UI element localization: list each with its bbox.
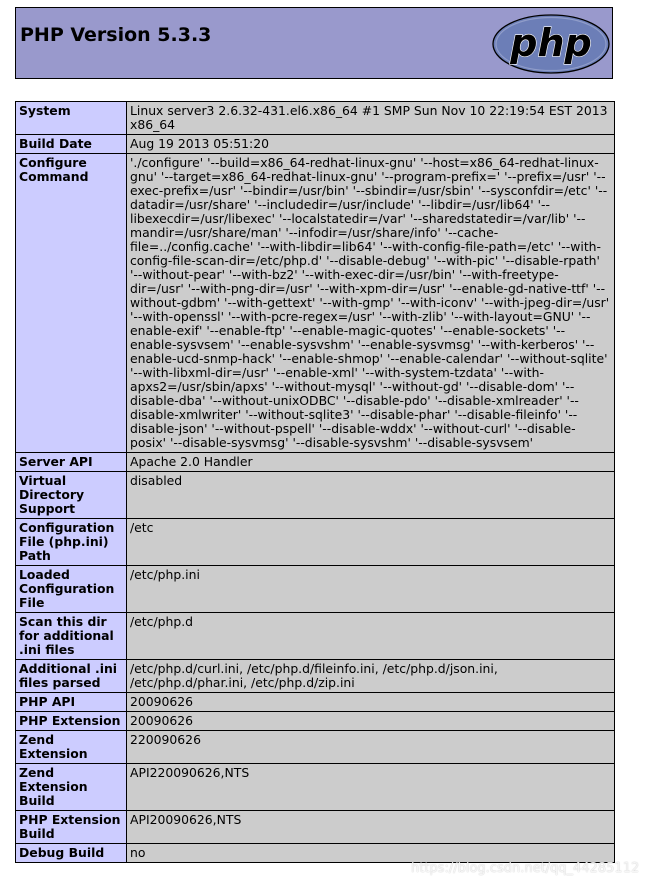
row-key: Server API: [16, 453, 127, 472]
row-key: Configuration File (php.ini) Path: [16, 519, 127, 566]
table-row: [16, 613, 615, 660]
row-value: API220090626,NTS: [127, 764, 615, 811]
row-key: Loaded Configuration File: [16, 566, 127, 613]
row-value: API20090626,NTS: [127, 811, 615, 844]
row-value: Linux server3 2.6.32-431.el6.x86_64 #1 SMP Sun Nov 10 22:19:54 EST 2013 x86_64: [127, 102, 615, 135]
row-key: Build Date: [16, 135, 127, 154]
table-row: [16, 693, 615, 712]
table-row: [16, 660, 615, 693]
row-key: PHP Extension Build: [16, 811, 127, 844]
table-row: [16, 764, 615, 811]
row-value: no: [127, 844, 615, 863]
row-key: Scan this dir for additional .ini files: [16, 613, 127, 660]
row-value: Apache 2.0 Handler: [127, 453, 615, 472]
row-value: Aug 19 2013 05:51:20: [127, 135, 615, 154]
table-row: [16, 811, 615, 844]
row-value: /etc/php.d: [127, 613, 615, 660]
row-key: Configure Command: [16, 154, 127, 453]
row-value: './configure' '--build=x86_64-redhat-linux-gnu' '--host=x86_64-redhat-linux-gnu' '--target=x86_64-redhat-linux-gnu' '--program-prefix=' '--prefix=/usr' '--exec-prefix=/usr' '--bindir=/usr/bin' '--sbindir=/usr/sbin' '--sysconfdir=/etc' '--datadir=/usr/share' '--includedir=/usr/include' '--libdir=/usr/lib64' '--libexecdir=/usr/libexec' '--localstatedir=/var' '--sharedstatedir=/var/lib' '--mandir=/usr/share/man' '--infodir=/usr/share/info' '--cache-file=../config.cache' '--with-libdir=lib64' '--with-config-file-path=/etc' '--with-config-file-scan-dir=/etc/php.d' '--disable-debug' '--with-pic' '--disable-rpath' '--without-pear' '--with-bz2' '--with-exec-dir=/usr/bin' '--with-freetype-dir=/usr' '--with-png-dir=/usr' '--with-xpm-dir=/usr' '--enable-gd-native-ttf' '--without-gdbm' '--with-gettext' '--with-gmp' '--with-iconv' '--with-jpeg-dir=/usr' '--with-openssl' '--with-pcre-regex=/usr' '--with-zlib' '--with-layout=GNU' '--enable-exif' '--enable-ftp' '--enable-magic-quotes' '--enable-sockets' '--enable-sysvsem' '--enable-sysvshm' '--enable-sysvmsg' '--with-kerberos' '--enable-ucd-snmp-hack' '--enable-shmop' '--enable-calendar' '--without-sqlite' '--with-libxml-dir=/usr' '--enable-xml' '--with-system-tzdata' '--with-apxs2=/usr/sbin/apxs' '--without-mysql' '--without-gd' '--disable-dom' '--disable-dba' '--without-unixODBC' '--disable-pdo' '--disable-xmlreader' '--disable-xmlwriter' '--without-sqlite3' '--disable-phar' '--disable-fileinfo' '--disable-json' '--without-pspell' '--disable-wddx' '--without-curl' '--disable-posix' '--disable-sysvmsg' '--disable-sysvshm' '--disable-sysvsem': [127, 154, 615, 453]
row-key: Additional .ini files parsed: [16, 660, 127, 693]
row-key: System: [16, 102, 127, 135]
row-key: Debug Build: [16, 844, 127, 863]
row-value: 220090626: [127, 731, 615, 764]
table-row: [16, 566, 615, 613]
row-value: /etc/php.ini: [127, 566, 615, 613]
row-value: 20090626: [127, 712, 615, 731]
row-key: Zend Extension Build: [16, 764, 127, 811]
row-value: 20090626: [127, 693, 615, 712]
row-value: disabled: [127, 472, 615, 519]
row-key: Virtual Directory Support: [16, 472, 127, 519]
table-row: [16, 453, 615, 472]
table-row: [16, 712, 615, 731]
table-row: [16, 472, 615, 519]
row-key: Zend Extension: [16, 731, 127, 764]
table-row: [16, 154, 615, 453]
php-version-header: [15, 7, 613, 79]
table-row: [16, 135, 615, 154]
table-row: [16, 102, 615, 135]
logo-text: php: [510, 21, 592, 65]
info-table: [15, 101, 615, 863]
row-key: PHP API: [16, 693, 127, 712]
page-title: PHP Version 5.3.3: [20, 24, 212, 46]
row-key: PHP Extension: [16, 712, 127, 731]
watermark: https://blog.csdn.net/qq_44285112: [411, 861, 640, 876]
php-logo-icon[interactable]: [491, 13, 611, 75]
table-row: [16, 519, 615, 566]
table-row: [16, 731, 615, 764]
row-value: /etc: [127, 519, 615, 566]
row-value: /etc/php.d/curl.ini, /etc/php.d/fileinfo.ini, /etc/php.d/json.ini, /etc/php.d/phar.ini, /etc/php.d/zip.ini: [127, 660, 615, 693]
table-row: [16, 844, 615, 863]
